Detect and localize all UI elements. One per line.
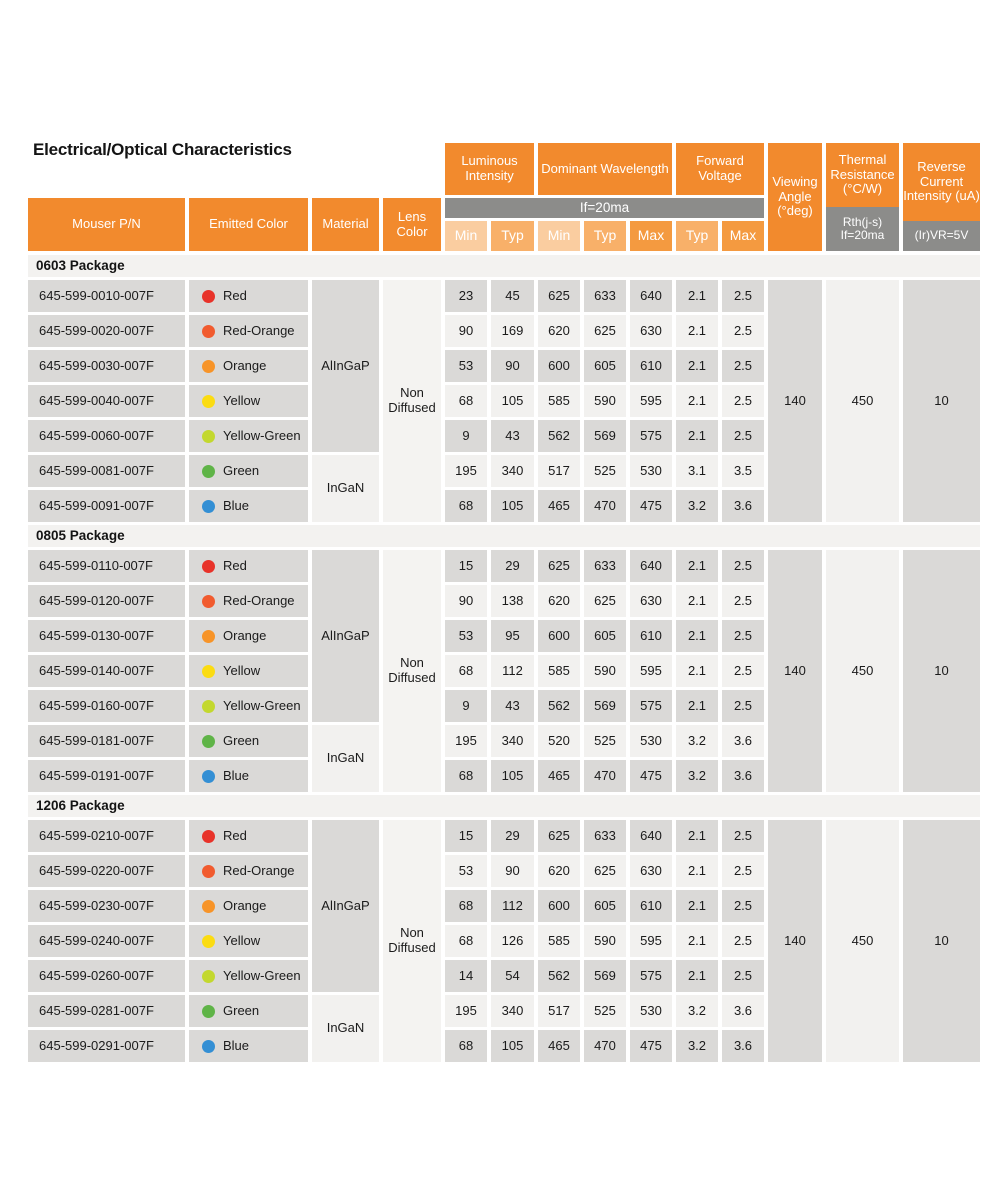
value-cell: 625 [538, 550, 580, 582]
value-cell: 2.5 [722, 620, 764, 652]
material-cell: AlInGaP [312, 820, 379, 992]
value-cell: 43 [491, 420, 534, 452]
color-dot [202, 665, 215, 678]
part-number-cell: 645-599-0230-007F [28, 890, 185, 922]
emitted-color-label: Red-Orange [223, 592, 295, 608]
value-cell: 2.5 [722, 350, 764, 382]
value-cell: 2.5 [722, 925, 764, 957]
condition-bar: If=20ma [445, 198, 764, 218]
sub-header-typ: Typ [584, 221, 626, 251]
emitted-color-label: Red [223, 287, 247, 303]
col-header-emitted-color: Emitted Color [189, 198, 308, 251]
reverse-current-title: Reverse Current Intensity (uA) [903, 143, 980, 221]
value-cell: 640 [630, 280, 672, 312]
value-cell: 29 [491, 820, 534, 852]
color-dot [202, 325, 215, 338]
emitted-color-label: Green [223, 462, 260, 478]
value-cell: 625 [538, 280, 580, 312]
emitted-color-label: Blue [223, 497, 250, 513]
thermal-resistance-cell: 450 [826, 280, 899, 522]
value-cell: 610 [630, 350, 672, 382]
material-cell: InGaN [312, 455, 379, 522]
col-header-reverse-current [903, 143, 980, 251]
color-dot [202, 560, 215, 573]
emitted-color-cell [189, 455, 308, 487]
col-header-lens-color: Lens Color [383, 198, 441, 251]
value-cell: 2.5 [722, 585, 764, 617]
value-cell: 520 [538, 725, 580, 757]
value-cell: 585 [538, 925, 580, 957]
value-cell: 3.2 [676, 725, 718, 757]
emitted-color-cell [189, 315, 308, 347]
value-cell: 575 [630, 420, 672, 452]
part-number-cell: 645-599-0291-007F [28, 1030, 185, 1062]
part-number-cell: 645-599-0060-007F [28, 420, 185, 452]
part-number-cell: 645-599-0220-007F [28, 855, 185, 887]
part-number-cell: 645-599-0260-007F [28, 960, 185, 992]
value-cell: 610 [630, 620, 672, 652]
value-cell: 53 [445, 855, 487, 887]
emitted-color-cell [189, 490, 308, 522]
value-cell: 590 [584, 655, 626, 687]
value-cell: 95 [491, 620, 534, 652]
value-cell: 605 [584, 620, 626, 652]
value-cell: 600 [538, 890, 580, 922]
value-cell: 2.1 [676, 925, 718, 957]
sub-header-max: Max [630, 221, 672, 251]
value-cell: 2.1 [676, 385, 718, 417]
emitted-color-label: Red [223, 827, 247, 843]
value-cell: 29 [491, 550, 534, 582]
value-cell: 525 [584, 725, 626, 757]
value-cell: 2.5 [722, 550, 764, 582]
value-cell: 2.1 [676, 420, 718, 452]
value-cell: 2.1 [676, 655, 718, 687]
lens-color-cell: Non Diffused [383, 820, 441, 1062]
value-cell: 15 [445, 820, 487, 852]
emitted-color-label: Green [223, 732, 260, 748]
color-dot [202, 630, 215, 643]
color-dot [202, 290, 215, 303]
color-dot [202, 465, 215, 478]
value-cell: 23 [445, 280, 487, 312]
value-cell: 465 [538, 760, 580, 792]
color-dot [202, 770, 215, 783]
table-header [28, 143, 980, 251]
value-cell: 68 [445, 925, 487, 957]
value-cell: 470 [584, 490, 626, 522]
value-cell: 2.1 [676, 620, 718, 652]
value-cell: 3.5 [722, 455, 764, 487]
value-cell: 54 [491, 960, 534, 992]
reverse-current-cell: 10 [903, 820, 980, 1062]
value-cell: 600 [538, 620, 580, 652]
value-cell: 590 [584, 385, 626, 417]
value-cell: 195 [445, 725, 487, 757]
emitted-color-cell [189, 620, 308, 652]
color-dot [202, 700, 215, 713]
value-cell: 610 [630, 890, 672, 922]
emitted-color-label: Blue [223, 1037, 250, 1053]
color-dot [202, 500, 215, 513]
value-cell: 45 [491, 280, 534, 312]
value-cell: 3.6 [722, 760, 764, 792]
value-cell: 2.5 [722, 385, 764, 417]
emitted-color-cell [189, 585, 308, 617]
emitted-color-label: Orange [223, 357, 267, 373]
value-cell: 2.1 [676, 280, 718, 312]
value-cell: 105 [491, 490, 534, 522]
value-cell: 625 [538, 820, 580, 852]
value-cell: 630 [630, 315, 672, 347]
value-cell: 569 [584, 690, 626, 722]
value-cell: 569 [584, 420, 626, 452]
part-number-cell: 645-599-0120-007F [28, 585, 185, 617]
value-cell: 640 [630, 550, 672, 582]
value-cell: 595 [630, 385, 672, 417]
value-cell: 340 [491, 995, 534, 1027]
value-cell: 105 [491, 760, 534, 792]
value-cell: 562 [538, 690, 580, 722]
value-cell: 112 [491, 890, 534, 922]
part-number-cell: 645-599-0240-007F [28, 925, 185, 957]
value-cell: 2.1 [676, 550, 718, 582]
section-header: 1206 Package [28, 795, 980, 817]
value-cell: 620 [538, 855, 580, 887]
emitted-color-label: Yellow [223, 392, 261, 408]
value-cell: 2.1 [676, 350, 718, 382]
value-cell: 525 [584, 995, 626, 1027]
value-cell: 2.1 [676, 315, 718, 347]
emitted-color-cell [189, 655, 308, 687]
part-number-cell: 645-599-0110-007F [28, 550, 185, 582]
emitted-color-label: Red [223, 557, 247, 573]
value-cell: 9 [445, 690, 487, 722]
part-number-cell: 645-599-0091-007F [28, 490, 185, 522]
col-header-material: Material [312, 198, 379, 251]
value-cell: 625 [584, 315, 626, 347]
viewing-angle-cell: 140 [768, 820, 822, 1062]
value-cell: 575 [630, 960, 672, 992]
group-header-forward-voltage: Forward Voltage [676, 143, 764, 195]
part-number-cell: 645-599-0181-007F [28, 725, 185, 757]
part-number-cell: 645-599-0130-007F [28, 620, 185, 652]
value-cell: 2.1 [676, 960, 718, 992]
part-number-cell: 645-599-0140-007F [28, 655, 185, 687]
value-cell: 68 [445, 1030, 487, 1062]
color-dot [202, 430, 215, 443]
viewing-angle-cell: 140 [768, 550, 822, 792]
sub-header-typ: Typ [676, 221, 718, 251]
emitted-color-cell [189, 420, 308, 452]
value-cell: 15 [445, 550, 487, 582]
color-dot [202, 595, 215, 608]
emitted-color-label: Yellow [223, 662, 261, 678]
material-cell: AlInGaP [312, 280, 379, 452]
value-cell: 53 [445, 350, 487, 382]
value-cell: 2.1 [676, 585, 718, 617]
col-header-thermal-resistance [826, 143, 899, 251]
emitted-color-cell [189, 350, 308, 382]
color-dot [202, 1040, 215, 1053]
value-cell: 2.5 [722, 315, 764, 347]
thermal-resistance-cell: 450 [826, 550, 899, 792]
value-cell: 68 [445, 760, 487, 792]
sub-header-min: Min [445, 221, 487, 251]
value-cell: 525 [584, 455, 626, 487]
value-cell: 633 [584, 820, 626, 852]
emitted-color-cell [189, 925, 308, 957]
value-cell: 470 [584, 1030, 626, 1062]
emitted-color-label: Yellow-Green [223, 697, 301, 713]
value-cell: 517 [538, 455, 580, 487]
part-number-cell: 645-599-0030-007F [28, 350, 185, 382]
color-dot [202, 970, 215, 983]
value-cell: 630 [630, 855, 672, 887]
value-cell: 3.2 [676, 995, 718, 1027]
value-cell: 2.5 [722, 960, 764, 992]
emitted-color-label: Orange [223, 627, 267, 643]
value-cell: 530 [630, 455, 672, 487]
value-cell: 595 [630, 655, 672, 687]
value-cell: 2.5 [722, 280, 764, 312]
value-cell: 620 [538, 315, 580, 347]
value-cell: 475 [630, 490, 672, 522]
emitted-color-label: Yellow [223, 932, 261, 948]
thermal-resistance-condition: Rth(j-s) If=20ma [826, 207, 899, 251]
value-cell: 105 [491, 1030, 534, 1062]
reverse-current-condition: (Ir)VR=5V [903, 221, 980, 251]
emitted-color-cell [189, 760, 308, 792]
emitted-color-label: Red-Orange [223, 322, 295, 338]
lens-color-cell: Non Diffused [383, 550, 441, 792]
value-cell: 2.1 [676, 890, 718, 922]
emitted-color-cell [189, 550, 308, 582]
emitted-color-label: Yellow-Green [223, 967, 301, 983]
value-cell: 605 [584, 890, 626, 922]
value-cell: 575 [630, 690, 672, 722]
emitted-color-label: Yellow-Green [223, 427, 301, 443]
value-cell: 68 [445, 490, 487, 522]
value-cell: 340 [491, 725, 534, 757]
page-title: Electrical/Optical Characteristics [33, 140, 292, 159]
value-cell: 633 [584, 550, 626, 582]
value-cell: 169 [491, 315, 534, 347]
emitted-color-cell [189, 960, 308, 992]
material-cell: InGaN [312, 995, 379, 1062]
value-cell: 340 [491, 455, 534, 487]
color-dot [202, 1005, 215, 1018]
part-number-cell: 645-599-0210-007F [28, 820, 185, 852]
emitted-color-cell [189, 690, 308, 722]
value-cell: 517 [538, 995, 580, 1027]
value-cell: 633 [584, 280, 626, 312]
value-cell: 640 [630, 820, 672, 852]
value-cell: 600 [538, 350, 580, 382]
value-cell: 3.6 [722, 725, 764, 757]
table-body [28, 255, 980, 1062]
value-cell: 585 [538, 655, 580, 687]
color-dot [202, 935, 215, 948]
group-header-luminous-intensity: Luminous Intensity [445, 143, 534, 195]
value-cell: 562 [538, 960, 580, 992]
value-cell: 68 [445, 890, 487, 922]
value-cell: 90 [445, 315, 487, 347]
value-cell: 2.5 [722, 855, 764, 887]
value-cell: 3.6 [722, 490, 764, 522]
sub-header-min: Min [538, 221, 580, 251]
value-cell: 90 [491, 855, 534, 887]
part-number-cell: 645-599-0020-007F [28, 315, 185, 347]
emitted-color-label: Blue [223, 767, 250, 783]
value-cell: 625 [584, 585, 626, 617]
value-cell: 3.2 [676, 490, 718, 522]
value-cell: 195 [445, 455, 487, 487]
value-cell: 2.5 [722, 690, 764, 722]
color-dot [202, 900, 215, 913]
value-cell: 3.6 [722, 995, 764, 1027]
material-cell: InGaN [312, 725, 379, 792]
value-cell: 9 [445, 420, 487, 452]
value-cell: 3.6 [722, 1030, 764, 1062]
value-cell: 53 [445, 620, 487, 652]
value-cell: 68 [445, 385, 487, 417]
lens-color-cell: Non Diffused [383, 280, 441, 522]
emitted-color-label: Red-Orange [223, 862, 295, 878]
section-header: 0805 Package [28, 525, 980, 547]
value-cell: 569 [584, 960, 626, 992]
group-header-dominant-wavelength: Dominant Wavelength [538, 143, 672, 195]
part-number-cell: 645-599-0081-007F [28, 455, 185, 487]
value-cell: 590 [584, 925, 626, 957]
value-cell: 2.1 [676, 820, 718, 852]
part-number-cell: 645-599-0040-007F [28, 385, 185, 417]
value-cell: 465 [538, 490, 580, 522]
color-dot [202, 735, 215, 748]
value-cell: 605 [584, 350, 626, 382]
value-cell: 2.5 [722, 420, 764, 452]
value-cell: 3.2 [676, 1030, 718, 1062]
sub-header-max: Max [722, 221, 764, 251]
value-cell: 68 [445, 655, 487, 687]
thermal-resistance-title: Thermal Resistance (°C/W) [826, 143, 899, 207]
value-cell: 195 [445, 995, 487, 1027]
value-cell: 465 [538, 1030, 580, 1062]
emitted-color-label: Orange [223, 897, 267, 913]
part-number-cell: 645-599-0160-007F [28, 690, 185, 722]
value-cell: 2.5 [722, 890, 764, 922]
reverse-current-cell: 10 [903, 550, 980, 792]
value-cell: 14 [445, 960, 487, 992]
part-number-cell: 645-599-0191-007F [28, 760, 185, 792]
emitted-color-cell [189, 280, 308, 312]
emitted-color-cell [189, 890, 308, 922]
emitted-color-cell [189, 385, 308, 417]
value-cell: 3.2 [676, 760, 718, 792]
value-cell: 530 [630, 725, 672, 757]
color-dot [202, 830, 215, 843]
value-cell: 625 [584, 855, 626, 887]
value-cell: 2.1 [676, 855, 718, 887]
part-number-cell: 645-599-0281-007F [28, 995, 185, 1027]
emitted-color-cell [189, 995, 308, 1027]
emitted-color-cell [189, 855, 308, 887]
color-dot [202, 865, 215, 878]
value-cell: 3.1 [676, 455, 718, 487]
value-cell: 126 [491, 925, 534, 957]
thermal-resistance-cell: 450 [826, 820, 899, 1062]
material-cell: AlInGaP [312, 550, 379, 722]
value-cell: 105 [491, 385, 534, 417]
value-cell: 562 [538, 420, 580, 452]
value-cell: 475 [630, 1030, 672, 1062]
value-cell: 620 [538, 585, 580, 617]
viewing-angle-cell: 140 [768, 280, 822, 522]
value-cell: 2.5 [722, 655, 764, 687]
value-cell: 90 [491, 350, 534, 382]
emitted-color-cell [189, 1030, 308, 1062]
color-dot [202, 360, 215, 373]
emitted-color-cell [189, 725, 308, 757]
color-dot [202, 395, 215, 408]
value-cell: 112 [491, 655, 534, 687]
reverse-current-cell: 10 [903, 280, 980, 522]
value-cell: 530 [630, 995, 672, 1027]
value-cell: 595 [630, 925, 672, 957]
col-header-viewing-angle: Viewing Angle (°deg) [768, 143, 822, 251]
section-header: 0603 Package [28, 255, 980, 277]
value-cell: 2.1 [676, 690, 718, 722]
value-cell: 90 [445, 585, 487, 617]
value-cell: 138 [491, 585, 534, 617]
value-cell: 475 [630, 760, 672, 792]
value-cell: 43 [491, 690, 534, 722]
sub-header-typ: Typ [491, 221, 534, 251]
value-cell: 2.5 [722, 820, 764, 852]
part-number-cell: 645-599-0010-007F [28, 280, 185, 312]
col-header-mouser-pn: Mouser P/N [28, 198, 185, 251]
emitted-color-cell [189, 820, 308, 852]
emitted-color-label: Green [223, 1002, 260, 1018]
value-cell: 630 [630, 585, 672, 617]
value-cell: 470 [584, 760, 626, 792]
value-cell: 585 [538, 385, 580, 417]
